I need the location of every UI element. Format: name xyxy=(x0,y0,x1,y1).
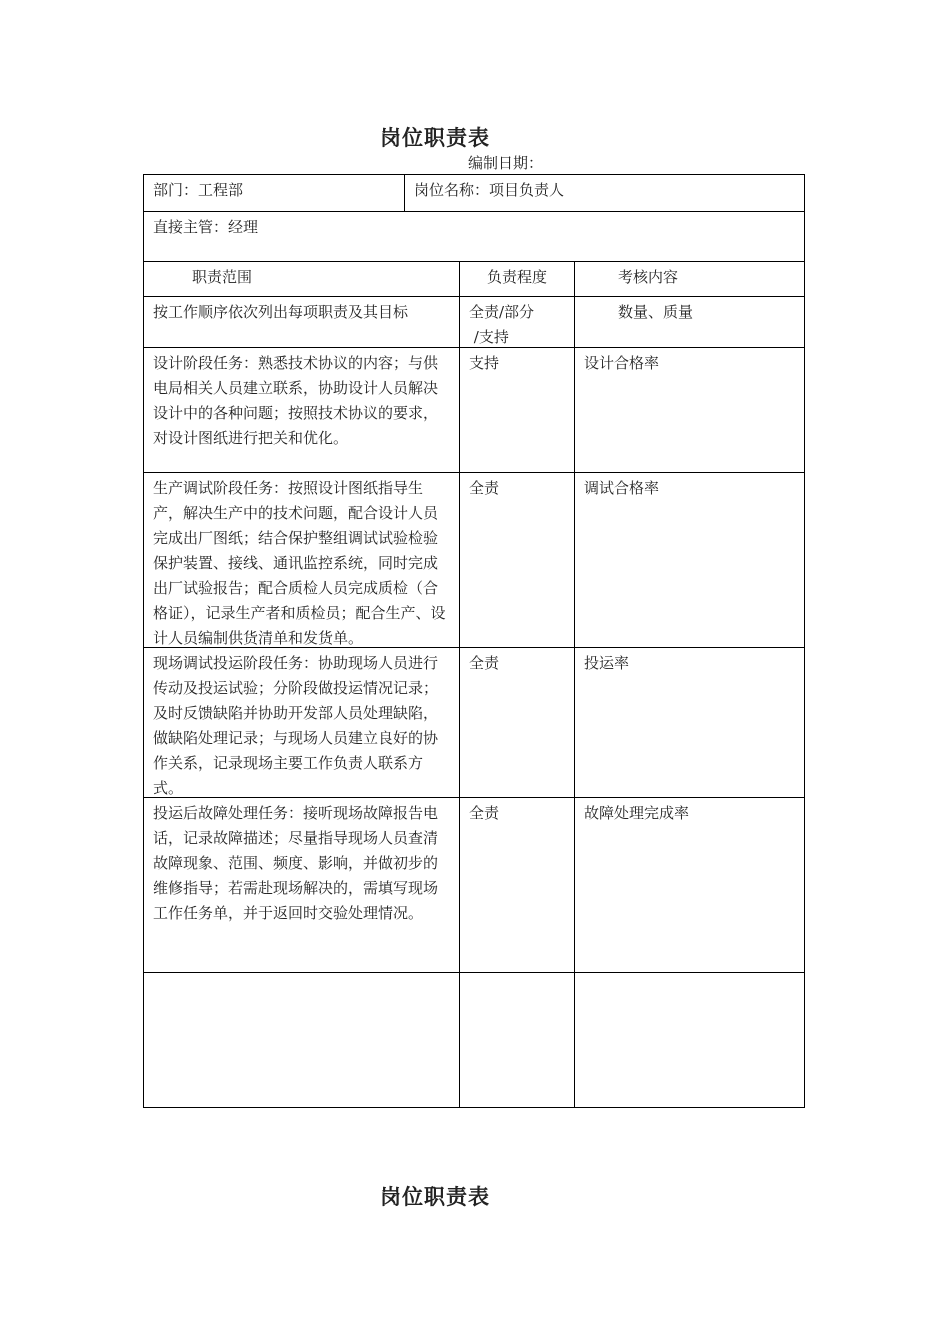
department-cell xyxy=(143,174,405,212)
table-row-degree xyxy=(459,347,575,473)
responsibility-degree-text: 全责 xyxy=(469,479,500,497)
compile-date-label: 编制日期： xyxy=(468,154,544,172)
table-row-degree xyxy=(459,472,575,648)
column-header-assessment-text: 考核内容 xyxy=(618,268,679,286)
responsibility-degree-text: 全责 xyxy=(469,804,500,822)
supervisor-text: 直接主管：经理 xyxy=(153,218,259,236)
column-header-scope xyxy=(143,261,460,297)
column-header-assessment xyxy=(574,261,805,297)
table-row-scope xyxy=(143,972,460,1108)
table-row-assessment xyxy=(574,797,805,973)
assessment-text: 故障处理完成率 xyxy=(584,804,690,822)
table-row-scope xyxy=(143,797,460,973)
table-row-assessment xyxy=(574,347,805,473)
assessment-text: 投运率 xyxy=(584,654,630,672)
guide-scope-text: 按工作顺序依次列出每项职责及其目标 xyxy=(153,303,409,321)
guide-degree-text: 全责/部分 /支持 xyxy=(469,303,535,346)
table-row-scope xyxy=(143,647,460,798)
page-title: 岗位职责表 xyxy=(380,125,490,150)
responsibility-scope-text: 设计阶段任务：熟悉技术协议的内容；与供电局相关人员建立联系，协助设计人员解决设计中的各种问题；按照技术协议的要求，对设计图纸进行把关和优化。 xyxy=(153,354,439,447)
guide-assessment-cell xyxy=(574,296,805,348)
column-header-degree-text: 负责程度 xyxy=(487,268,548,286)
assessment-text xyxy=(575,973,804,976)
column-header-degree xyxy=(459,261,575,297)
guide-degree-cell xyxy=(459,296,575,348)
responsibility-scope-text xyxy=(144,973,459,976)
assessment-text: 设计合格率 xyxy=(584,354,660,372)
supervisor-cell xyxy=(143,211,805,262)
table-row-scope xyxy=(143,472,460,648)
column-header-scope-text: 职责范围 xyxy=(192,268,253,286)
table-row-degree xyxy=(459,797,575,973)
table-row-degree xyxy=(459,972,575,1108)
table-row-scope xyxy=(143,347,460,473)
responsibility-degree-text: 支持 xyxy=(469,354,500,372)
responsibility-scope-text: 现场调试投运阶段任务：协助现场人员进行传动及投运试验；分阶段做投运情况记录；及时反馈缺陷并协助开发部人员处理缺陷，做缺陷处理记录；与现场人员建立良好的协作关系，记录现场主要工作负责人联系方式。 xyxy=(153,654,439,797)
guide-scope-cell xyxy=(143,296,460,348)
position-text: 岗位名称：项目负责人 xyxy=(414,181,565,199)
responsibility-scope-text: 生产调试阶段任务：按照设计图纸指导生产，解决生产中的技术问题，配合设计人员完成出厂图纸；结合保护整组调试试验检验保护装置、接线、通讯监控系统，同时完成出厂试验报告；配合质检人员完成质检（合格证），记录生产者和质检员；配合生产、设计人员编制供货清单和发货单。 xyxy=(153,479,446,647)
assessment-text: 调试合格率 xyxy=(584,479,660,497)
department-text: 部门：工程部 xyxy=(153,181,244,199)
table-row-assessment xyxy=(574,647,805,798)
table-row-assessment xyxy=(574,972,805,1108)
responsibility-scope-text: 投运后故障处理任务：接听现场故障报告电话，记录故障描述；尽量指导现场人员查清故障现象、范围、频度、影响，并做初步的维修指导；若需赴现场解决的，需填写现场工作任务单，并于返回时交验处理情况。 xyxy=(153,804,439,922)
responsibility-degree-text: 全责 xyxy=(469,654,500,672)
guide-assessment-text: 数量、质量 xyxy=(618,303,694,321)
table-row-degree xyxy=(459,647,575,798)
position-cell xyxy=(404,174,805,212)
responsibility-degree-text xyxy=(460,973,574,976)
table-row-assessment xyxy=(574,472,805,648)
next-page-title: 岗位职责表 xyxy=(380,1184,490,1209)
